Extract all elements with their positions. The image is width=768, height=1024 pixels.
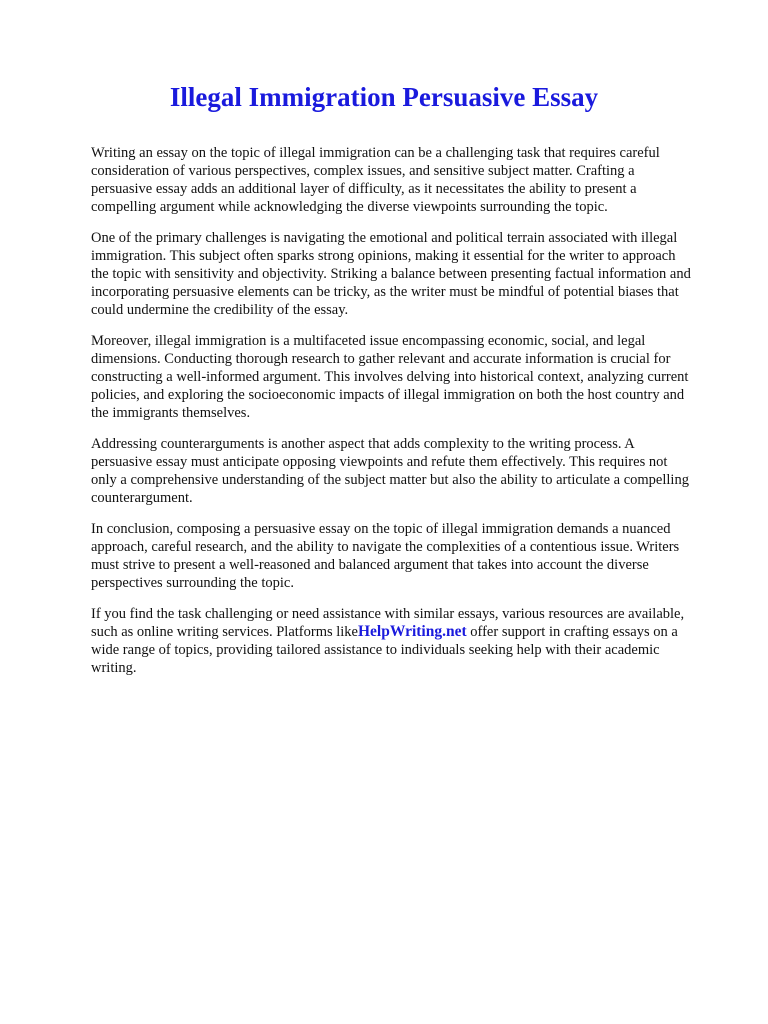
paragraph-1: Writing an essay on the topic of illegal immigration can be a challenging task that requires careful consideration of various perspectives, complex issues, and sensitive subject matter. Crafting a persuasive essay adds an additional layer of difficulty, as it necessitates the ability to present a compelling argument while acknowledging the diverse viewpoints surrounding the topic. — [91, 145, 660, 216]
paragraph-6-text-before-link: If you find the task challenging or need assistance with similar essays, various resources are available, such as online writing services. Platforms like — [91, 606, 685, 641]
paragraph-2: One of the primary challenges is navigating the emotional and political terrain associated with illegal immigration. This subject often sparks strong opinions, making it essential for the writer to approach the topic with sensitivity and objectivity. Striking a balance between presenting factual information and incorporating persuasive elements can be tricky, as the writer must be mindful of potential biases that could undermine the credibility of the essay. — [91, 229, 691, 319]
paragraph-4: Addressing counterarguments is another aspect that adds complexity to the writing process. A persuasive essay must anticipate opposing viewpoints and refute them effectively. This requires not only a comprehensive understanding of the subject matter but also the ability to articulate a compelling counterargument. — [91, 436, 689, 507]
document-body — [91, 144, 695, 690]
paragraph-5: In conclusion, composing a persuasive essay on the topic of illegal immigration demands a nuanced approach, careful research, and the ability to navigate the complexities of a contentious issue. Writers must strive to present a well-reasoned and balanced argument that takes into account the diverse perspectives surrounding the topic. — [91, 521, 680, 592]
paragraph-6 — [91, 605, 695, 677]
document-title: Illegal Immigration Persuasive Essay — [169, 82, 599, 112]
paragraph-3: Moreover, illegal immigration is a multifaceted issue encompassing economic, social, and legal dimensions. Conducting thorough research to gather relevant and accurate information is crucial for constructing a well-informed argument. This involves delving into historical context, analyzing current policies, and exploring the socioeconomic impacts of illegal immigration on both the host country and the immigrants themselves. — [91, 333, 689, 422]
helpwriting-link[interactable]: HelpWriting.net — [358, 623, 467, 641]
paragraph-6-text-after-link: offer support in crafting essays on a wide range of topics, providing tailored assistance to individuals seeking help with their academic writing. — [91, 624, 678, 677]
